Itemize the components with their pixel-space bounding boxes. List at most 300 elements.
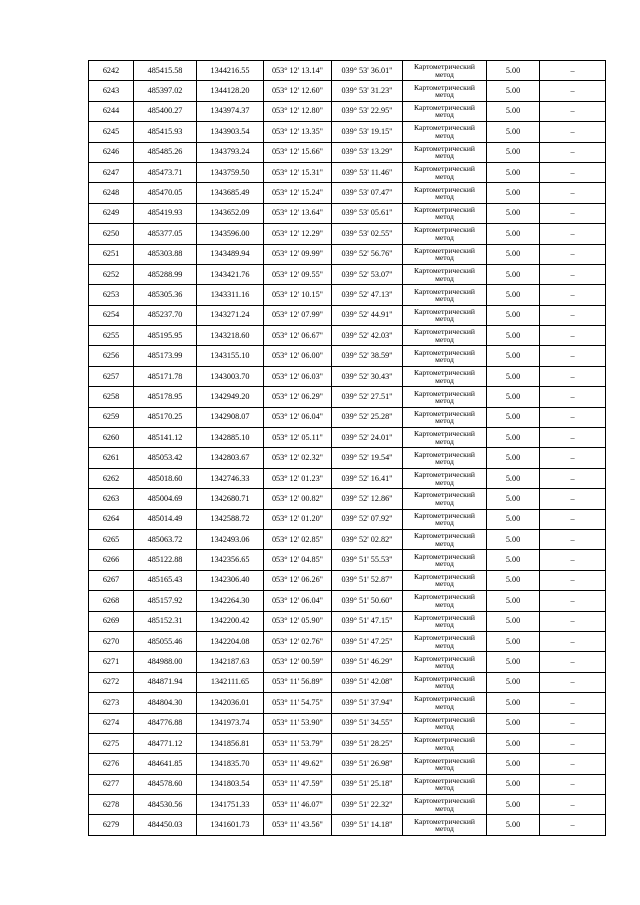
method-line-2: метод: [435, 232, 454, 242]
method-line-1: Картометрический: [414, 714, 475, 724]
table-row: [89, 570, 606, 590]
method-line-1: Картометрический: [414, 327, 475, 337]
method-line-1: Картометрический: [414, 143, 475, 153]
longitude-cell: 039° 52' 38.59": [332, 346, 403, 366]
note-cell: –: [540, 509, 606, 529]
note-cell: –: [540, 81, 606, 101]
method-line-2: метод: [435, 436, 454, 446]
x-coordinate-cell: 485397.02: [134, 81, 197, 101]
longitude-cell: 039° 53' 07.47": [332, 183, 403, 203]
y-coordinate-cell: 1342200.42: [197, 611, 264, 631]
note-cell: –: [540, 162, 606, 182]
longitude-cell: 039° 53' 13.29": [332, 142, 403, 162]
point-number-cell: 6256: [89, 346, 134, 366]
accuracy-cell: 5.00: [487, 795, 540, 815]
method-cell: [403, 183, 487, 203]
note-cell: –: [540, 346, 606, 366]
longitude-cell: 039° 52' 12.86": [332, 489, 403, 509]
x-coordinate-cell: 485377.05: [134, 224, 197, 244]
note-cell: –: [540, 407, 606, 427]
method-line-1: Картометрический: [414, 408, 475, 418]
latitude-cell: 053° 12' 06.29": [264, 387, 332, 407]
accuracy-cell: 5.00: [487, 101, 540, 121]
latitude-cell: 053° 11' 54.75": [264, 693, 332, 713]
latitude-cell: 053° 12' 00.82": [264, 489, 332, 509]
x-coordinate-cell: 484776.88: [134, 713, 197, 733]
point-number-cell: 6260: [89, 428, 134, 448]
note-cell: –: [540, 61, 606, 81]
y-coordinate-cell: 1341835.70: [197, 754, 264, 774]
x-coordinate-cell: 485470.05: [134, 183, 197, 203]
x-coordinate-cell: 484641.85: [134, 754, 197, 774]
table-row: [89, 733, 606, 753]
table-row: [89, 264, 606, 284]
table-row: [89, 468, 606, 488]
x-coordinate-cell: 485018.60: [134, 468, 197, 488]
y-coordinate-cell: 1344128.20: [197, 81, 264, 101]
method-line-1: Картометрический: [414, 755, 475, 765]
method-line-1: Картометрический: [414, 551, 475, 561]
latitude-cell: 053° 12' 10.15": [264, 285, 332, 305]
longitude-cell: 039° 51' 42.08": [332, 672, 403, 692]
y-coordinate-cell: 1342264.30: [197, 591, 264, 611]
longitude-cell: 039° 53' 02.55": [332, 224, 403, 244]
point-number-cell: 6242: [89, 61, 134, 81]
y-coordinate-cell: 1343311.16: [197, 285, 264, 305]
method-cell: [403, 81, 487, 101]
longitude-cell: 039° 51' 37.94": [332, 693, 403, 713]
table-row: [89, 305, 606, 325]
method-line-2: метод: [435, 661, 454, 671]
y-coordinate-cell: 1343596.00: [197, 224, 264, 244]
longitude-cell: 039° 53' 19.15": [332, 122, 403, 142]
method-cell: [403, 387, 487, 407]
latitude-cell: 053° 12' 06.03": [264, 366, 332, 386]
point-number-cell: 6246: [89, 142, 134, 162]
longitude-cell: 039° 52' 19.54": [332, 448, 403, 468]
longitude-cell: 039° 53' 11.46": [332, 162, 403, 182]
method-line-1: Картометрический: [414, 531, 475, 541]
accuracy-cell: 5.00: [487, 264, 540, 284]
point-number-cell: 6253: [89, 285, 134, 305]
method-cell: [403, 795, 487, 815]
note-cell: –: [540, 754, 606, 774]
x-coordinate-cell: 484871.94: [134, 672, 197, 692]
accuracy-cell: 5.00: [487, 509, 540, 529]
longitude-cell: 039° 51' 28.25": [332, 733, 403, 753]
method-cell: [403, 366, 487, 386]
method-line-2: метод: [435, 110, 454, 120]
table-row: [89, 754, 606, 774]
longitude-cell: 039° 52' 44.91": [332, 305, 403, 325]
method-cell: [403, 448, 487, 468]
latitude-cell: 053° 12' 15.24": [264, 183, 332, 203]
point-number-cell: 6266: [89, 550, 134, 570]
method-cell: [403, 407, 487, 427]
point-number-cell: 6274: [89, 713, 134, 733]
method-line-2: метод: [435, 599, 454, 609]
method-cell: [403, 631, 487, 651]
note-cell: –: [540, 631, 606, 651]
longitude-cell: 039° 52' 30.43": [332, 366, 403, 386]
table-row: [89, 611, 606, 631]
method-line-2: метод: [435, 497, 454, 507]
method-line-2: метод: [435, 192, 454, 202]
x-coordinate-cell: 485173.99: [134, 346, 197, 366]
method-line-1: Картометрический: [414, 816, 475, 826]
table-row: [89, 550, 606, 570]
note-cell: –: [540, 244, 606, 264]
note-cell: –: [540, 203, 606, 223]
y-coordinate-cell: 1342111.65: [197, 672, 264, 692]
longitude-cell: 039° 51' 34.55": [332, 713, 403, 733]
table-row: [89, 81, 606, 101]
accuracy-cell: 5.00: [487, 366, 540, 386]
method-cell: [403, 305, 487, 325]
note-cell: –: [540, 305, 606, 325]
method-cell: [403, 815, 487, 835]
coordinates-table: [88, 60, 606, 836]
latitude-cell: 053° 12' 01.20": [264, 509, 332, 529]
y-coordinate-cell: 1343421.76: [197, 264, 264, 284]
table-row: [89, 713, 606, 733]
method-cell: [403, 203, 487, 223]
accuracy-cell: 5.00: [487, 346, 540, 366]
accuracy-cell: 5.00: [487, 550, 540, 570]
longitude-cell: 039° 51' 26.98": [332, 754, 403, 774]
x-coordinate-cell: 485473.71: [134, 162, 197, 182]
accuracy-cell: 5.00: [487, 183, 540, 203]
accuracy-cell: 5.00: [487, 468, 540, 488]
point-number-cell: 6268: [89, 591, 134, 611]
method-line-1: Картометрический: [414, 572, 475, 582]
note-cell: –: [540, 366, 606, 386]
x-coordinate-cell: 485195.95: [134, 326, 197, 346]
method-cell: [403, 529, 487, 549]
latitude-cell: 053° 12' 12.29": [264, 224, 332, 244]
method-line-2: метод: [435, 518, 454, 528]
method-line-1: Картометрический: [414, 62, 475, 72]
longitude-cell: 039° 53' 36.01": [332, 61, 403, 81]
y-coordinate-cell: 1341803.54: [197, 774, 264, 794]
table-row: [89, 591, 606, 611]
y-coordinate-cell: 1343759.50: [197, 162, 264, 182]
y-coordinate-cell: 1343218.60: [197, 326, 264, 346]
longitude-cell: 039° 53' 31.23": [332, 81, 403, 101]
table-row: [89, 366, 606, 386]
note-cell: –: [540, 693, 606, 713]
y-coordinate-cell: 1342036.01: [197, 693, 264, 713]
longitude-cell: 039° 51' 22.32": [332, 795, 403, 815]
note-cell: –: [540, 326, 606, 346]
y-coordinate-cell: 1341973.74: [197, 713, 264, 733]
y-coordinate-cell: 1342803.67: [197, 448, 264, 468]
method-cell: [403, 285, 487, 305]
point-number-cell: 6264: [89, 509, 134, 529]
point-number-cell: 6262: [89, 468, 134, 488]
latitude-cell: 053° 12' 06.04": [264, 591, 332, 611]
longitude-cell: 039° 51' 25.18": [332, 774, 403, 794]
method-line-1: Картометрический: [414, 388, 475, 398]
accuracy-cell: 5.00: [487, 774, 540, 794]
y-coordinate-cell: 1342356.65: [197, 550, 264, 570]
y-coordinate-cell: 1342680.71: [197, 489, 264, 509]
y-coordinate-cell: 1342187.63: [197, 652, 264, 672]
point-number-cell: 6255: [89, 326, 134, 346]
note-cell: –: [540, 122, 606, 142]
method-cell: [403, 346, 487, 366]
method-line-2: метод: [435, 273, 454, 283]
latitude-cell: 053° 12' 13.35": [264, 122, 332, 142]
method-line-1: Картометрический: [414, 429, 475, 439]
point-number-cell: 6249: [89, 203, 134, 223]
y-coordinate-cell: 1342588.72: [197, 509, 264, 529]
method-line-1: Картометрический: [414, 347, 475, 357]
y-coordinate-cell: 1342949.20: [197, 387, 264, 407]
x-coordinate-cell: 485178.95: [134, 387, 197, 407]
method-cell: [403, 550, 487, 570]
method-line-2: метод: [435, 824, 454, 834]
longitude-cell: 039° 52' 24.01": [332, 428, 403, 448]
accuracy-cell: 5.00: [487, 244, 540, 264]
method-cell: [403, 61, 487, 81]
method-cell: [403, 733, 487, 753]
x-coordinate-cell: 484530.56: [134, 795, 197, 815]
latitude-cell: 053° 11' 46.07": [264, 795, 332, 815]
method-line-2: метод: [435, 395, 454, 405]
longitude-cell: 039° 52' 25.28": [332, 407, 403, 427]
accuracy-cell: 5.00: [487, 489, 540, 509]
table-row: [89, 224, 606, 244]
longitude-cell: 039° 51' 14.18": [332, 815, 403, 835]
method-line-2: метод: [435, 151, 454, 161]
method-line-2: метод: [435, 681, 454, 691]
longitude-cell: 039° 52' 07.92": [332, 509, 403, 529]
y-coordinate-cell: 1344216.55: [197, 61, 264, 81]
longitude-cell: 039° 51' 46.29": [332, 652, 403, 672]
method-line-2: метод: [435, 579, 454, 589]
method-line-1: Картометрический: [414, 612, 475, 622]
note-cell: –: [540, 489, 606, 509]
note-cell: –: [540, 448, 606, 468]
method-cell: [403, 142, 487, 162]
y-coordinate-cell: 1343003.70: [197, 366, 264, 386]
x-coordinate-cell: 484450.03: [134, 815, 197, 835]
table-row: [89, 61, 606, 81]
note-cell: –: [540, 795, 606, 815]
x-coordinate-cell: 485303.88: [134, 244, 197, 264]
point-number-cell: 6258: [89, 387, 134, 407]
x-coordinate-cell: 485141.12: [134, 428, 197, 448]
method-cell: [403, 468, 487, 488]
table-row: [89, 428, 606, 448]
accuracy-cell: 5.00: [487, 652, 540, 672]
method-cell: [403, 693, 487, 713]
method-line-2: метод: [435, 457, 454, 467]
longitude-cell: 039° 51' 47.15": [332, 611, 403, 631]
y-coordinate-cell: 1341601.73: [197, 815, 264, 835]
method-line-1: Картометрический: [414, 225, 475, 235]
table-row: [89, 652, 606, 672]
table-row: [89, 693, 606, 713]
point-number-cell: 6243: [89, 81, 134, 101]
y-coordinate-cell: 1343271.24: [197, 305, 264, 325]
longitude-cell: 039° 51' 50.60": [332, 591, 403, 611]
method-line-1: Картометрический: [414, 449, 475, 459]
method-cell: [403, 754, 487, 774]
x-coordinate-cell: 485063.72: [134, 529, 197, 549]
y-coordinate-cell: 1343903.54: [197, 122, 264, 142]
y-coordinate-cell: 1343685.49: [197, 183, 264, 203]
latitude-cell: 053° 11' 43.56": [264, 815, 332, 835]
method-line-2: метод: [435, 253, 454, 263]
method-cell: [403, 489, 487, 509]
method-cell: [403, 713, 487, 733]
method-line-1: Картометрический: [414, 735, 475, 745]
method-line-2: метод: [435, 130, 454, 140]
method-cell: [403, 162, 487, 182]
table-row: [89, 407, 606, 427]
latitude-cell: 053° 11' 53.90": [264, 713, 332, 733]
y-coordinate-cell: 1343489.94: [197, 244, 264, 264]
point-number-cell: 6275: [89, 733, 134, 753]
method-cell: [403, 101, 487, 121]
method-line-1: Картометрический: [414, 368, 475, 378]
latitude-cell: 053° 12' 07.99": [264, 305, 332, 325]
note-cell: –: [540, 468, 606, 488]
y-coordinate-cell: 1343155.10: [197, 346, 264, 366]
accuracy-cell: 5.00: [487, 203, 540, 223]
point-number-cell: 6245: [89, 122, 134, 142]
y-coordinate-cell: 1342204.08: [197, 631, 264, 651]
latitude-cell: 053° 11' 56.89": [264, 672, 332, 692]
note-cell: –: [540, 550, 606, 570]
method-line-2: метод: [435, 538, 454, 548]
y-coordinate-cell: 1341751.33: [197, 795, 264, 815]
accuracy-cell: 5.00: [487, 611, 540, 631]
method-line-1: Картометрический: [414, 245, 475, 255]
accuracy-cell: 5.00: [487, 672, 540, 692]
x-coordinate-cell: 485004.69: [134, 489, 197, 509]
point-number-cell: 6248: [89, 183, 134, 203]
point-number-cell: 6278: [89, 795, 134, 815]
point-number-cell: 6251: [89, 244, 134, 264]
point-number-cell: 6247: [89, 162, 134, 182]
method-line-2: метод: [435, 783, 454, 793]
accuracy-cell: 5.00: [487, 631, 540, 651]
point-number-cell: 6277: [89, 774, 134, 794]
point-number-cell: 6250: [89, 224, 134, 244]
point-number-cell: 6267: [89, 570, 134, 590]
point-number-cell: 6276: [89, 754, 134, 774]
x-coordinate-cell: 484804.30: [134, 693, 197, 713]
latitude-cell: 053° 12' 12.60": [264, 81, 332, 101]
method-cell: [403, 122, 487, 142]
latitude-cell: 053° 12' 06.26": [264, 570, 332, 590]
table-row: [89, 795, 606, 815]
method-line-2: метод: [435, 742, 454, 752]
point-number-cell: 6279: [89, 815, 134, 835]
x-coordinate-cell: 484988.00: [134, 652, 197, 672]
accuracy-cell: 5.00: [487, 713, 540, 733]
latitude-cell: 053° 12' 00.59": [264, 652, 332, 672]
latitude-cell: 053° 11' 47.59": [264, 774, 332, 794]
x-coordinate-cell: 485122.88: [134, 550, 197, 570]
method-line-1: Картометрический: [414, 184, 475, 194]
note-cell: –: [540, 264, 606, 284]
method-cell: [403, 570, 487, 590]
y-coordinate-cell: 1343793.24: [197, 142, 264, 162]
table-row: [89, 509, 606, 529]
latitude-cell: 053° 12' 05.90": [264, 611, 332, 631]
accuracy-cell: 5.00: [487, 570, 540, 590]
longitude-cell: 039° 51' 52.87": [332, 570, 403, 590]
method-line-1: Картометрический: [414, 633, 475, 643]
note-cell: –: [540, 387, 606, 407]
method-line-1: Картометрический: [414, 82, 475, 92]
method-line-2: метод: [435, 212, 454, 222]
method-line-2: метод: [435, 334, 454, 344]
longitude-cell: 039° 52' 16.41": [332, 468, 403, 488]
table-row: [89, 142, 606, 162]
note-cell: –: [540, 183, 606, 203]
method-line-1: Картометрический: [414, 266, 475, 276]
table-row: [89, 162, 606, 182]
method-cell: [403, 652, 487, 672]
x-coordinate-cell: 485415.58: [134, 61, 197, 81]
table-row: [89, 387, 606, 407]
accuracy-cell: 5.00: [487, 448, 540, 468]
table-row: [89, 774, 606, 794]
note-cell: –: [540, 713, 606, 733]
x-coordinate-cell: 485053.42: [134, 448, 197, 468]
method-line-2: метод: [435, 722, 454, 732]
accuracy-cell: 5.00: [487, 326, 540, 346]
note-cell: –: [540, 733, 606, 753]
table-row: [89, 448, 606, 468]
method-line-1: Картометрический: [414, 694, 475, 704]
table-body: [89, 61, 606, 836]
table-row: [89, 815, 606, 835]
longitude-cell: 039° 51' 55.53": [332, 550, 403, 570]
accuracy-cell: 5.00: [487, 754, 540, 774]
method-line-2: метод: [435, 355, 454, 365]
latitude-cell: 053° 12' 09.99": [264, 244, 332, 264]
method-cell: [403, 591, 487, 611]
longitude-cell: 039° 52' 56.76": [332, 244, 403, 264]
latitude-cell: 053° 12' 05.11": [264, 428, 332, 448]
x-coordinate-cell: 485237.70: [134, 305, 197, 325]
accuracy-cell: 5.00: [487, 428, 540, 448]
note-cell: –: [540, 529, 606, 549]
y-coordinate-cell: 1343974.37: [197, 101, 264, 121]
x-coordinate-cell: 485170.25: [134, 407, 197, 427]
y-coordinate-cell: 1342493.06: [197, 529, 264, 549]
x-coordinate-cell: 484578.60: [134, 774, 197, 794]
method-line-1: Картометрический: [414, 674, 475, 683]
longitude-cell: 039° 53' 22.95": [332, 101, 403, 121]
method-line-2: метод: [435, 375, 454, 385]
latitude-cell: 053° 12' 09.55": [264, 264, 332, 284]
method-line-2: метод: [435, 416, 454, 426]
method-cell: [403, 672, 487, 692]
latitude-cell: 053° 12' 06.04": [264, 407, 332, 427]
longitude-cell: 039° 52' 53.07": [332, 264, 403, 284]
point-number-cell: 6252: [89, 264, 134, 284]
x-coordinate-cell: 485305.36: [134, 285, 197, 305]
point-number-cell: 6272: [89, 672, 134, 692]
method-cell: [403, 326, 487, 346]
